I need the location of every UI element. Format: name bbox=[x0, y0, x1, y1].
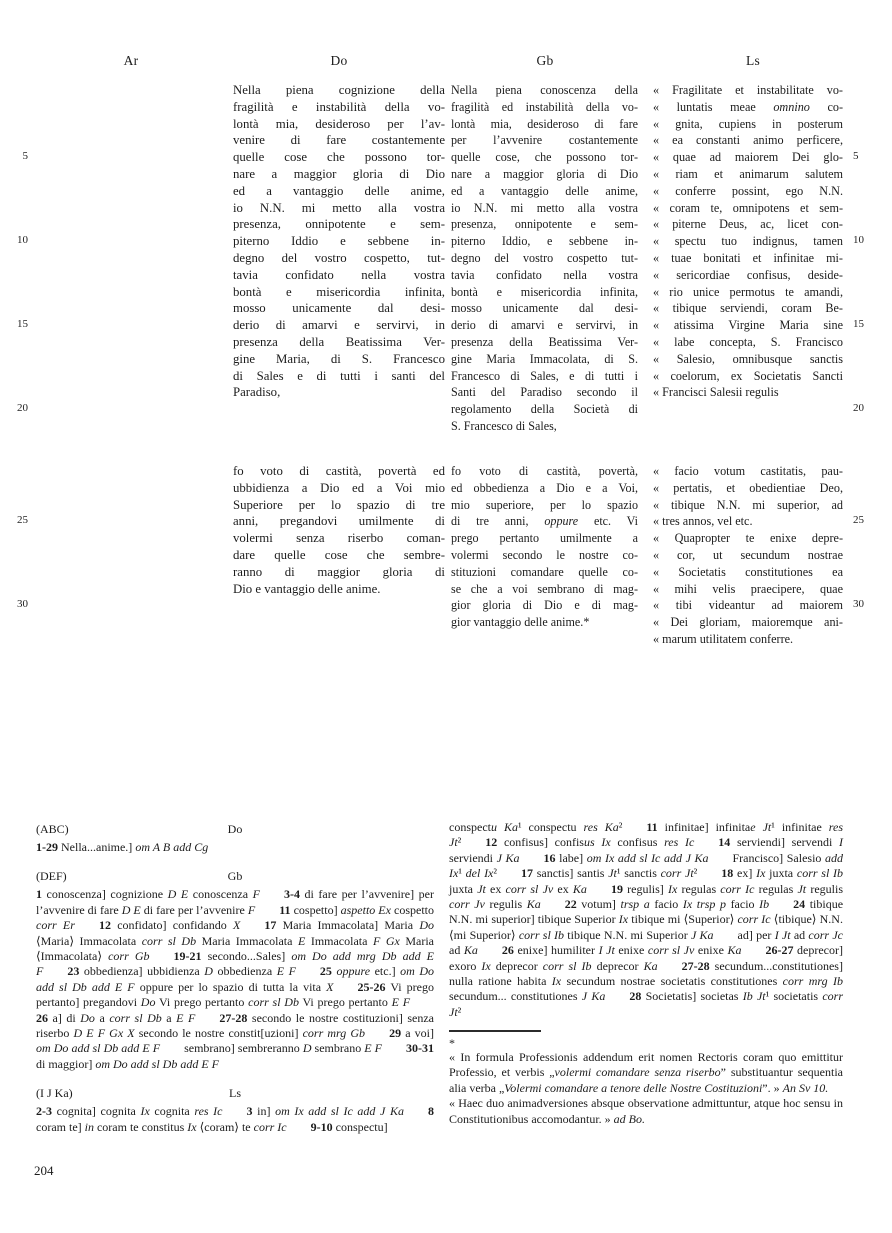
line-number: 10 bbox=[17, 234, 28, 246]
text-line: gior gloria di Dio e di mag- bbox=[451, 598, 638, 613]
text-line: di tre anni, oppure etc. Vi bbox=[451, 514, 638, 529]
text-column-ls bbox=[653, 82, 843, 646]
line-number: 25 bbox=[853, 514, 864, 526]
text-line: « Fragilitate et instabilitate vo- bbox=[653, 83, 843, 97]
paragraph-ls-3 bbox=[653, 530, 843, 648]
text-line: io N.N. mi metto alla vostra bbox=[233, 200, 445, 215]
text-line: « atissima Virgine Maria sine bbox=[653, 318, 843, 333]
line-number: 15 bbox=[17, 318, 28, 330]
column-header-ar: Ar bbox=[123, 53, 139, 68]
text-column-do bbox=[233, 82, 445, 596]
text-line: nare a maggior gloria di Dio bbox=[233, 166, 445, 181]
text-line: « labe concepta, S. Francisco bbox=[653, 334, 843, 349]
text-line: tavia confidato nella vostra bbox=[233, 267, 445, 282]
apparatus-section-ls bbox=[36, 1086, 434, 1135]
witness-group-label: (I J Ka) bbox=[36, 1086, 73, 1101]
apparatus-section-do bbox=[36, 822, 434, 855]
column-header-gb: Gb bbox=[536, 53, 554, 68]
siglum-label: Gb bbox=[227, 869, 243, 884]
text-line: quelle cose che possono tor- bbox=[233, 150, 445, 165]
line-number: 30 bbox=[17, 598, 28, 610]
text-line: « coram te, omnipotens et sem- bbox=[653, 200, 843, 215]
siglum-label: Do bbox=[227, 822, 243, 836]
text-line: « Dei gloriam, maioremque ani- bbox=[653, 615, 843, 630]
text-line: degno del vostro cospetto, tut- bbox=[233, 250, 445, 265]
paragraph-do-2 bbox=[233, 463, 445, 597]
text-line: « mihi velis praecipere, quae bbox=[653, 581, 843, 596]
text-line: Francesco di Sales, e di tutti i bbox=[451, 368, 638, 383]
text-line: fo voto di castità, povertà ed bbox=[233, 464, 445, 478]
text-line: tavia confidato nella vostra bbox=[451, 267, 638, 282]
text-line: Nella piena cognizione della bbox=[233, 83, 445, 97]
text-line: « spectu tuo indignus, tamen bbox=[653, 234, 843, 249]
text-line: ed a vantaggio delle anime, bbox=[451, 183, 638, 198]
paragraph-gb-2 bbox=[451, 463, 638, 631]
text-line: « sericordiae confisus, deside- bbox=[653, 267, 843, 282]
text-column-gb bbox=[451, 82, 638, 630]
footnotes-block bbox=[449, 1030, 843, 1127]
text-line: se che a voi sembrano di mag- bbox=[451, 581, 638, 596]
text-line: « luntatis meae omnino co- bbox=[653, 99, 843, 114]
text-line: « coelorum, ex Societatis Sancti bbox=[653, 368, 843, 383]
apparatus-section-header bbox=[36, 822, 434, 839]
text-line: anni, pregandovi umilmente di bbox=[233, 514, 445, 529]
text-line: degno del vostro cospetto tut- bbox=[451, 250, 638, 265]
text-line: mosso unicamente dal desi- bbox=[451, 301, 638, 316]
apparatus-entries: 1-29 Nella...anime.] om A B add Cg bbox=[36, 840, 209, 854]
text-line: mio superiore, per lo spazio bbox=[451, 497, 638, 512]
text-line: « piterne Deus, ac, licet con- bbox=[653, 217, 843, 232]
apparatus-left-column bbox=[36, 822, 434, 1135]
text-line: fo voto di castità, povertà, bbox=[451, 464, 638, 478]
column-header-do: Do bbox=[330, 53, 348, 68]
paragraph-do-1 bbox=[233, 82, 445, 401]
text-line: ed a vantaggio delle anime, bbox=[233, 183, 445, 198]
text-line: Paradiso, bbox=[233, 385, 281, 400]
text-line: quelle cose, che possono tor- bbox=[451, 150, 638, 165]
text-line: « conferre possint, ego N.N. bbox=[653, 183, 843, 198]
text-line: gine Maria, di S. Francesco bbox=[233, 351, 445, 366]
text-line: stituzioni comandare quelle co- bbox=[451, 564, 638, 579]
line-number: 25 bbox=[17, 514, 28, 526]
apparatus-right-column bbox=[449, 820, 843, 1020]
text-line: « tibique N.N. mi superior, ad bbox=[653, 497, 843, 512]
text-line: « ea constanti animo perficere, bbox=[653, 133, 843, 148]
text-line: « rio unice permotus te amandi, bbox=[653, 284, 843, 299]
line-number: 30 bbox=[853, 598, 864, 610]
text-line: presenza, onnipotente e sem- bbox=[233, 217, 445, 232]
text-line: derio di amarvi e servirvi, in bbox=[233, 318, 445, 333]
apparatus-entries: conspectu Ka¹ conspectu res Ka² 11 infinitae] infinitae Jt¹ infinitae res Jt² 12 confisus] confisus Ix confisus res Ic 14 serviendi] servendi I serviendi J Ka 16 labe] om Ix add sl Ic add J Ka Francisco] Salesio add Ix¹ del Ix² 17 sanctis] santis Jt¹ sanctis corr Jt² 18 ex] Ix juxta corr sl Ib juxta Jt ex corr sl Jv ex Ka 19 regulis] Ix regulas corr Ic regulas Jt regulis corr Jv regulis Ka 22 votum] trsp a facio Ix trsp p facio Ib 24 tibique N.N. mi superior] tibique Superior Ix tibique mi ⟨Superior⟩ corr Ic ⟨tibique⟩ N.N. ⟨mi Superior⟩ corr sl Ib tibique N.N. mi Superior J Ka ad] per I Jt ad corr Jc ad Ka 26 enixe] humiliter I Jt enixe corr sl Jv enixe Ka 26-27 deprecor] exoro Ix deprecor corr sl Ib deprecor Ka 27-28 secundum...constitutiones] nulla ratione habita Ix secundum nostrae societatis constitutiones corr mrg Ib secundum... constitutiones J Ka 28 Societatis] societas Ib Jt¹ societatis corr Jt² bbox=[449, 820, 844, 1019]
text-line: presenza, onnipotente e sem- bbox=[451, 217, 638, 232]
text-line: « pertatis, et obedientiae Deo, bbox=[653, 480, 843, 495]
line-number: 20 bbox=[853, 402, 864, 414]
text-line: per l’avvenire costantemente bbox=[451, 133, 638, 148]
footnote-marker: * bbox=[449, 1036, 455, 1050]
apparatus-entries: 2-3 cognita] cognita Ix cognita res Ic 3 in] om Ix add sl Ic add J Ka 8 coram te] in coram te constitus Ix ⟨coram⟩ te corr Ic 9-10 conspectu] bbox=[36, 1104, 434, 1134]
text-line: « tuae bonitati et infinitae mi- bbox=[653, 250, 843, 265]
text-line: regolamento della Società di bbox=[451, 402, 638, 417]
text-line: piterno Iddio, e sebbene in- bbox=[451, 234, 638, 249]
text-line: « gnita, cupiens in posterum bbox=[653, 116, 843, 131]
footnote: « In formula Professionis addendum erit nomen Rectoris coram quo emittitur Professio, et verbis „volermi comandare senza riserbo” substituantur sequentia alia verba „Volermi comandare a tenore delle Nostre Costituzioni”. » An Sv 10. bbox=[449, 1050, 844, 1095]
text-line: « Francisci Salesii regulis bbox=[653, 385, 779, 400]
footnote: « Haec duo animadversiones absque observatione admittuntur, atque hoc sensu in Constitutionibus accomodantur. » ad Bo. bbox=[449, 1096, 843, 1126]
paragraph-gb-1 bbox=[451, 82, 638, 435]
text-line: ubbidienza a Dio ed a Voi mio bbox=[233, 480, 445, 495]
line-number: 10 bbox=[853, 234, 864, 246]
text-line: « Quapropter te enixe depre- bbox=[653, 531, 843, 546]
line-number: 5 bbox=[22, 150, 28, 162]
text-line: Superiore per lo spazio di tre bbox=[233, 497, 445, 512]
paragraph-ls-1 bbox=[653, 82, 843, 401]
text-line: di Sales e di tutti i santi del bbox=[233, 368, 445, 383]
text-line: « cor, ut secundum nostrae bbox=[653, 547, 843, 562]
text-line: venire di fare costantemente bbox=[233, 133, 445, 148]
paragraph-ls-2-wrapper bbox=[653, 463, 843, 648]
text-line: prego pertanto umilmente a bbox=[451, 531, 638, 546]
text-line: volermi senza riserbo coman- bbox=[233, 531, 445, 546]
apparatus-section-header bbox=[36, 1086, 434, 1103]
text-line: Santi del Paradiso secondo il bbox=[451, 385, 638, 400]
column-header-ls: Ls bbox=[745, 53, 761, 68]
text-line: presenza della Beatissima Ver- bbox=[233, 334, 445, 349]
text-line: Nella piena conoscenza della bbox=[451, 83, 638, 97]
apparatus-entries: 1 conoscenza] cognizione D E conoscenza F 3-4 di fare per l’avvenire] per l’avvenire di fare D E di fare per l’avvenire F 11 cospetto] aspetto Ex cospetto corr Er 12 confidato] confidando X 17 Maria Immacolata] Maria Do ⟨Maria⟩ Immacolata corr sl Db Maria Immacolata E Immacolata F Gx Maria ⟨Immacolata⟩ corr Gb 19-21 secondo...Sales] om Do add mrg Db add E F 23 obbedienza] ubbidienza D obbedienza E F 25 oppure etc.] om Do add sl Db add E F oppure per lo spazio di tutta la vita X 25-26 Vi prego pertanto] pregandovi Do Vi prego pertanto corr sl Db Vi prego pertanto E F 26 a] di Do a corr sl Db a E F 27-28 secondo le nostre costituzioni] senza riserbo D E F Gx X secondo le nostre constit[uzioni] corr mrg Gb 29 a voi] om Do add sl Db add E F sembrano] sembreranno D sembrano E F 30-31 di maggior] om Do add sl Db add E F bbox=[36, 887, 435, 1071]
text-line: dare quelle cose che sembre- bbox=[233, 547, 445, 562]
text-line: volermi secondo le nostre co- bbox=[451, 547, 638, 562]
text-line: fragilità ed instabilità della vo- bbox=[451, 99, 638, 114]
text-line: « Salesio, omnibusque sanctis bbox=[653, 351, 843, 366]
text-line: ranno di maggior gloria di bbox=[233, 564, 445, 579]
witness-group-label: (ABC) bbox=[36, 822, 69, 836]
page-number: 204 bbox=[34, 1163, 54, 1178]
text-line: S. Francesco di Sales, bbox=[451, 418, 557, 433]
text-line: gior vantaggio delle anime.* bbox=[451, 615, 590, 630]
paragraph-ls-2 bbox=[653, 463, 843, 530]
text-line: presenza della Beatissima Ver- bbox=[451, 334, 638, 349]
text-line: « tibique serviendi, coram Be- bbox=[653, 301, 843, 316]
text-line: gine Maria Immacolata, di S. bbox=[451, 351, 638, 366]
text-line: lontà mia, desideroso di fare bbox=[451, 116, 638, 131]
text-line: « facio votum castitatis, pau- bbox=[653, 464, 843, 478]
text-line: bontà e misericordia infinita, bbox=[233, 284, 445, 299]
text-line: bontà e misericordia infinita, bbox=[451, 284, 638, 299]
text-line: ed obbedienza a Dio e a Voi, bbox=[451, 480, 638, 495]
text-line: derio di amarvi e servirvi, in bbox=[451, 318, 638, 333]
text-line: io N.N. mi metto alla vostra bbox=[451, 200, 638, 215]
text-line: piterno Iddio e sebbene in- bbox=[233, 234, 445, 249]
line-number: 20 bbox=[17, 402, 28, 414]
text-line: « marum utilitatem conferre. bbox=[653, 631, 794, 646]
text-line: « Societatis constitutiones ea bbox=[653, 564, 843, 579]
siglum-label: Ls bbox=[229, 1086, 241, 1101]
line-number: 5 bbox=[853, 150, 859, 162]
text-line: lontà mia, desideroso per l’av- bbox=[233, 116, 445, 131]
apparatus-section-gb bbox=[36, 869, 434, 1072]
text-line: Dio e vantaggio delle anime. bbox=[233, 581, 381, 596]
text-line: « quae ad maiorem Dei glo- bbox=[653, 150, 843, 165]
apparatus-section-header bbox=[36, 869, 434, 886]
footnote-rule bbox=[449, 1030, 541, 1032]
witness-group-label: (DEF) bbox=[36, 869, 67, 884]
text-line: nare a maggior gloria di Dio bbox=[451, 166, 638, 181]
text-line: « tres annos, vel etc. bbox=[653, 514, 753, 529]
line-number: 15 bbox=[853, 318, 864, 330]
text-line: fragilità e instabilità della vo- bbox=[233, 99, 445, 114]
text-line: « riam et animarum salutem bbox=[653, 166, 843, 181]
text-line: « tibi videantur ad maiorem bbox=[653, 598, 843, 613]
text-line: mosso unicamente dal desi- bbox=[233, 301, 445, 316]
